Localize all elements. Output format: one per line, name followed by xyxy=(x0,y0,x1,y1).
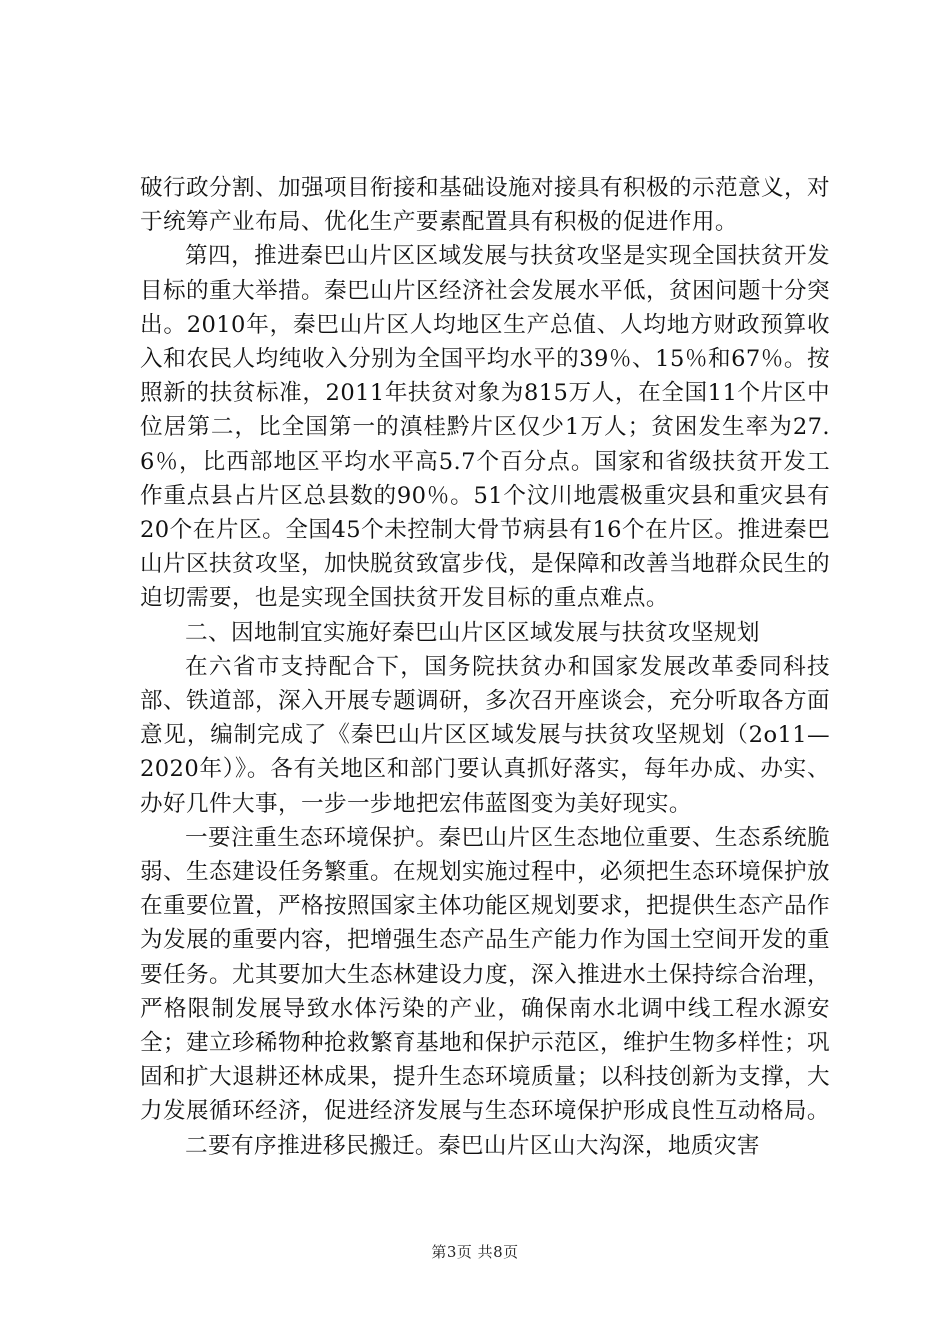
paragraph-relocation: 二要有序推进移民搬迁。秦巴山片区山大沟深，地质灾害 xyxy=(185,1132,760,1159)
section-heading-two: 二、因地制宜实施好秦巴山片区区域发展与扶贫攻坚规划 xyxy=(185,619,760,646)
paragraph-continuation: 破行政分割、加强项目衔接和基础设施对接具有积极的示范意义，对于统筹产业布局、优化生产要素配置具有积极的促进作用。 xyxy=(140,175,830,236)
paragraph-ecology: 一要注重生态环境保护。秦巴山片区生态地位重要、生态系统脆弱、生态建设任务繁重。在规划实施过程中，必须把生态环境保护放在重要位置，严格按照国家主体功能区规划要求，把提供生态产品作为发展的重要内容，把增强生态产品生产能力作为国土空间开发的重要任务。尤其要加大生态林建设力度，深入推进水土保持综合治理，严格限制发展导致水体污染的产业，确保南水北调中线工程水源安全；建立珍稀物种抢救繁育基地和保护示范区，维护生物多样性；巩固和扩大退耕还林成果，提升生态环境质量；以科技创新为支撑，大力发展循环经济，促进经济发展与生态环境保护形成良性互动格局。 xyxy=(140,824,830,1125)
page-number-footer: 第3页 共8页 xyxy=(431,1243,519,1261)
document-body xyxy=(140,171,830,1163)
paragraph-fourth-point: 第四，推进秦巴山片区区域发展与扶贫攻坚是实现全国扶贫开发目标的重大举措。秦巴山片区经济社会发展水平低，贫困问题十分突出。2010年，秦巴山片区人均地区生产总值、人均地方财政预算收入和农民人均纯收入分别为全国平均水平的39％、15％和67％。按照新的扶贫标准，2011年扶贫对象为815万人，在全国11个片区中位居第二，比全国第一的滇桂黔片区仅少1万人；贫困发生率为27.6％，比西部地区平均水平高5.7个百分点。国家和省级扶贫开发工作重点县占片区总县数的90％。51个汶川地震极重灾县和重灾县有20个在片区。全国45个未控制大骨节病县有16个在片区。推进秦巴山片区扶贫攻坚，加快脱贫致富步伐，是保障和改善当地群众民生的迫切需要，也是实现全国扶贫开发目标的重点难点。 xyxy=(140,243,830,612)
paragraph-planning: 在六省市支持配合下，国务院扶贫办和国家发展改革委同科技部、铁道部，深入开展专题调研，多次召开座谈会，充分听取各方面意见，编制完成了《秦巴山片区区域发展与扶贫攻坚规划（2o11—2020年）》。各有关地区和部门要认真抓好落实，每年办成、办实、办好几件大事，一步一步地把宏伟蓝图变为美好现实。 xyxy=(140,653,830,817)
